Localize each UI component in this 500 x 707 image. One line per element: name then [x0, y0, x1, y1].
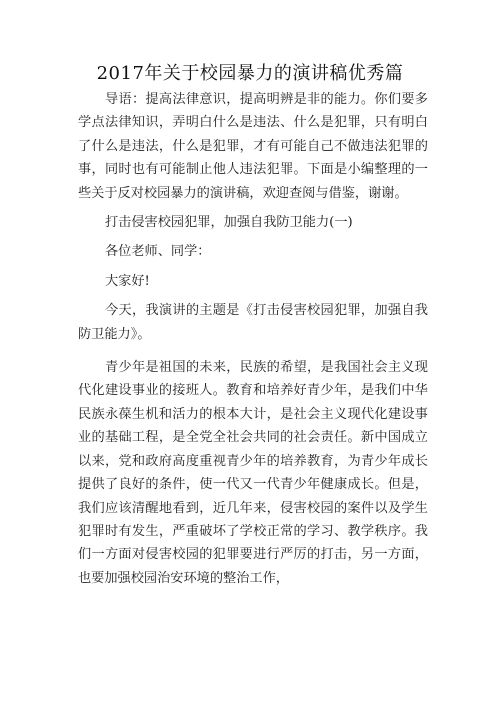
intro-paragraph: 导语：提高法律意识，提高明辨是非的能力。你们要多学点法律知识，弄明白什么是违法、什么是犯罪，只有明白了什么是违法，什么是犯罪，才有可能自己不做违法犯罪的事，同时也有可能制止他人违法犯罪。下面是小编整理的一些关于反对校园暴力的演讲稿，欢迎查阅与借鉴，谢谢。 [78, 92, 428, 201]
document-title: 2017年关于校园暴力的演讲稿优秀篇 [96, 63, 404, 84]
speech-heading: 打击侵害校园犯罪，加强自我防卫能力(一) [105, 215, 353, 231]
salutation: 各位老师、同学： [105, 244, 211, 260]
greeting: 大家好! [105, 273, 150, 289]
topic-paragraph: 今天，我演讲的主题是《打击侵害校园犯罪，加强自我防卫能力》。 [78, 303, 428, 342]
body-paragraph: 青少年是祖国的未来，民族的希望，是我国社会主义现代化建设事业的接班人。教育和培养好青少年，是我们中华民族永葆生机和活力的根本大计，是社会主义现代化建设事业的基础工程，是全党全社会共同的社会责任。新中国成立以来，党和政府高度重视青少年的培养教育，为青少年成长提供了良好的条件，使一代又一代青少年健康成长。但是，我们应该清醒地看到，近几年来，侵害校园的案件以及学生犯罪时有发生，严重破坏了学校正常的学习、教学秩序。我们一方面对侵害校园的犯罪要进行严厉的打击，另一方面，也要加强校园治安环境的整治工作， [78, 360, 428, 586]
document-body [78, 88, 428, 596]
